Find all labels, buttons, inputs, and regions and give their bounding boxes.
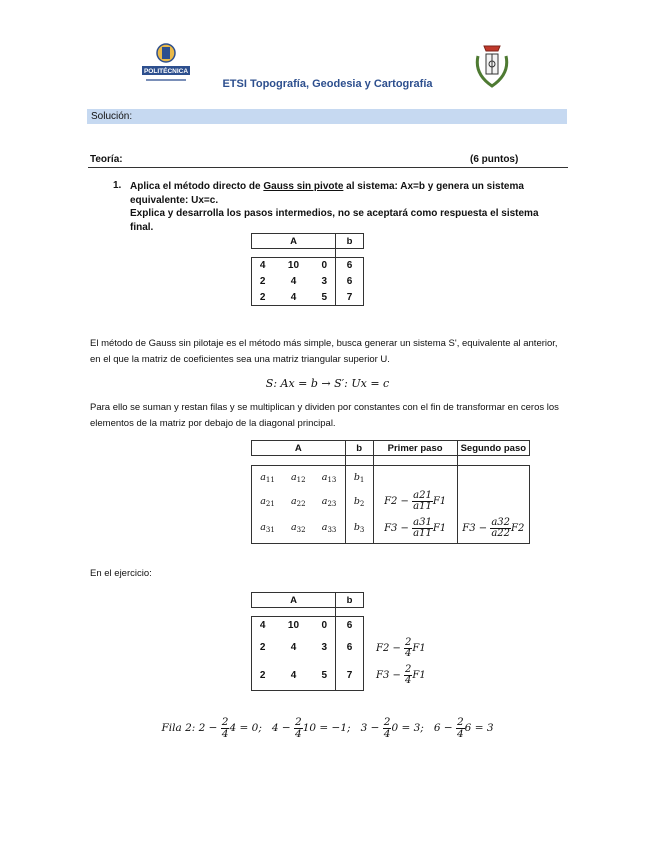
header-step1: Primer paso: [373, 441, 457, 456]
cell: 6: [336, 258, 364, 274]
header-a: A: [252, 593, 336, 608]
cell: 6: [336, 635, 364, 661]
fila2-term: 3 − $\frac{2}{4}$ 0 = 3;: [360, 716, 424, 740]
header-b: b: [345, 441, 373, 456]
general-gauss-table: [251, 440, 530, 544]
question-line2: Explica y desarrolla los pasos intermedios, no se aceptará como respuesta el sistema final.: [130, 208, 539, 233]
solution-label: Solución:: [87, 109, 567, 124]
fila2-term: 4 − $\frac{2}{4}$ 10 = −1;: [271, 716, 351, 740]
header-b: b: [336, 234, 364, 249]
section-title: Teoría:: [90, 154, 123, 165]
svg-text:POLITÉCNICA: POLITÉCNICA: [143, 68, 189, 75]
cell: 0: [314, 258, 336, 274]
cell: 7: [336, 661, 364, 691]
coef-cell: $a_{11}$: [252, 466, 284, 490]
coef-cell: $a_{12}$: [283, 466, 314, 490]
question-line1-post: al sistema: Ax=b y genera un sistema equivalente: Ux=c.: [130, 181, 524, 206]
step2-op-row3: F3 − $\frac{a32}{a22}$ F2: [457, 514, 529, 544]
coef-cell: $a_{32}$: [283, 514, 314, 544]
cell: 2: [252, 635, 274, 661]
coef-cell: $a_{21}$: [252, 490, 284, 514]
matrix-table-3: [251, 592, 364, 691]
cell: 5: [314, 661, 336, 691]
cell: 4: [290, 276, 297, 287]
matrix-table-1: [251, 233, 364, 306]
coef-cell: $a_{23}$: [321, 495, 337, 508]
header-a: A: [252, 234, 336, 249]
coef-cell: $a_{33}$: [314, 514, 346, 544]
question-number: 1.: [113, 180, 122, 191]
rhs-cell: $b_1$: [345, 466, 373, 490]
rhs-cell: $b_3$: [345, 514, 373, 544]
header-b: b: [336, 593, 364, 608]
ex-op-row3: F3 − $\frac{2}{4}$ F1: [376, 664, 426, 686]
fila2-term: 2 − $\frac{2}{4}$ 4 = 0;: [198, 716, 262, 740]
step1-op-row2: F2 − $\frac{a21}{a11}$ F1: [373, 490, 457, 514]
cell: 10: [273, 617, 313, 635]
fila2-calculation: Fila 2: 2 − $\frac{2}{4}$ 4 = 0; 4 − $\frac{2}{4}$ 10 = −1; 3 − $\frac{2}{4}$ 0 = 3; 6 − $\frac{2}{4}$ 6 = 3: [161, 716, 494, 740]
section-points: (6 puntos): [470, 154, 519, 165]
cell: 5: [314, 290, 336, 306]
paragraph-1: El método de Gauss sin pilotaje es el método más simple, busca generar un sistema S', equivalente al anterior, en el que la matriz de coeficientes sea una matriz triangular superior U.: [90, 338, 558, 365]
header-step2: Segundo paso: [457, 441, 529, 456]
cell: 2: [252, 274, 274, 290]
cell: 4: [273, 290, 313, 306]
fila2-term: 6 − $\frac{2}{4}$ 6 = 3: [433, 716, 494, 740]
question-text: [130, 180, 560, 234]
coef-cell: $a_{13}$: [314, 466, 346, 490]
cell: 2: [252, 661, 274, 691]
cell: 4: [252, 617, 274, 635]
coef-cell: $a_{31}$: [252, 514, 284, 544]
cell: 7: [336, 290, 364, 306]
cell: 6: [336, 617, 364, 635]
cell: 4: [273, 661, 313, 691]
cell: 6: [336, 274, 364, 290]
question-line1-underlined: Gauss sin pivote: [263, 181, 344, 192]
cell: 10: [273, 258, 313, 274]
equation-s: S: Ax = b → S′: Ux = c: [265, 377, 390, 390]
cell: 3: [321, 276, 328, 287]
cell: 4: [252, 258, 274, 274]
ex-op-row2: F2 − $\frac{2}{4}$ F1: [376, 637, 426, 659]
step1-op-row3: F3 − $\frac{a31}{a11}$ F1: [373, 514, 457, 544]
section-divider: [88, 167, 568, 168]
cell: 4: [290, 642, 297, 653]
coef-cell: $a_{22}$: [291, 495, 306, 508]
exercise-label: En el ejercicio:: [90, 568, 152, 579]
cell: 0: [314, 617, 336, 635]
paragraph-2: Para ello se suman y restan filas y se multiplican y dividen por constantes con el fin de transformar en ceros los elementos de la matriz por debajo de la diagonal principal.: [90, 402, 559, 429]
cell: 3: [321, 642, 328, 653]
school-title: ETSI Topografía, Geodesia y Cartografía: [222, 78, 433, 90]
cell: 2: [252, 290, 274, 306]
question-line1-pre: Aplica el método directo de: [130, 181, 264, 192]
rhs-cell: $b_2$: [345, 490, 373, 514]
header-a: A: [252, 441, 346, 456]
